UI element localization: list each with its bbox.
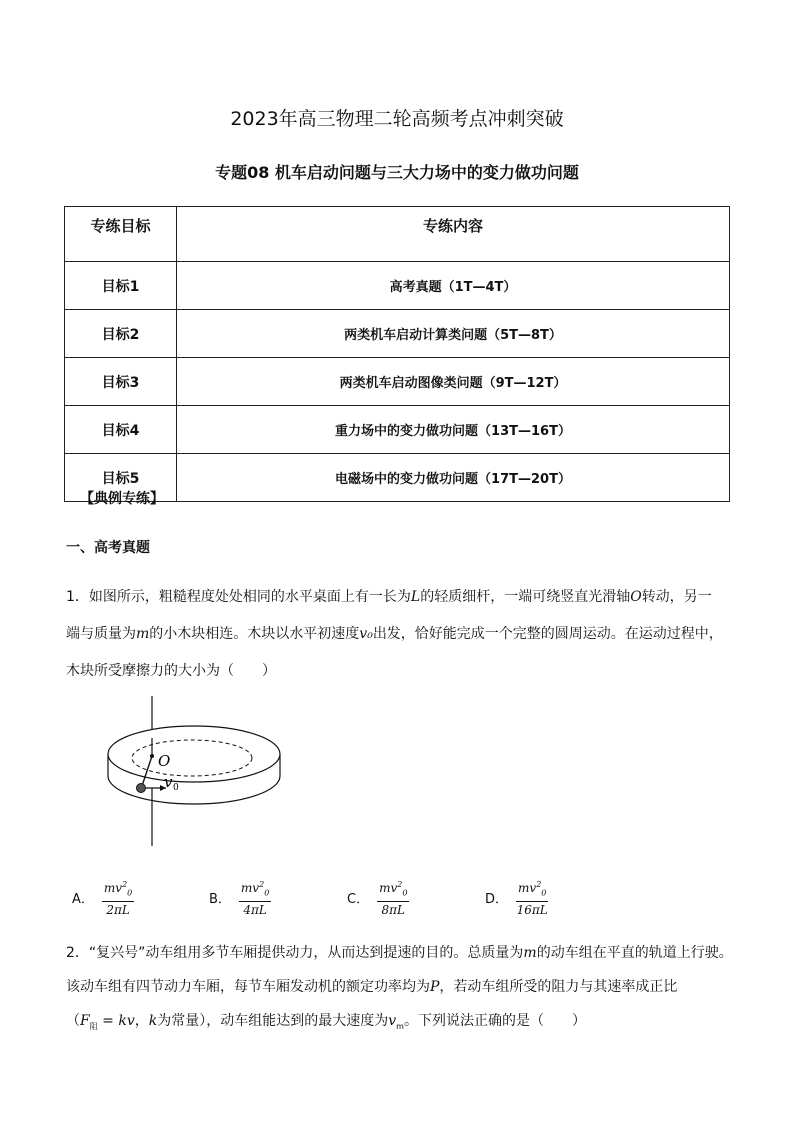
q2-var-m: m (523, 945, 537, 961)
option-fraction (377, 877, 409, 918)
header-content: 专练内容 (177, 207, 730, 262)
numerator-sup: 2 (536, 880, 542, 889)
goal-cell: 目标1 (65, 262, 177, 310)
option-fraction (102, 877, 134, 918)
table-row (65, 454, 730, 502)
q1-var-v0: v₀ (359, 626, 373, 642)
numerator-text: mv (379, 881, 398, 895)
table-row (65, 262, 730, 310)
header-goal: 专练目标 (65, 207, 177, 262)
q2-line2-a: 该动车组有四节动力车厢，每节车厢发动机的额定功率均为 (66, 979, 430, 995)
goals-table (64, 206, 730, 502)
fraction-denominator: 4πL (243, 903, 267, 918)
option-letter: B． (209, 892, 231, 908)
goal-cell: 目标2 (65, 310, 177, 358)
option-b[interactable] (209, 877, 271, 918)
option-fraction (239, 877, 271, 918)
fraction-denominator: 16πL (516, 903, 548, 918)
q1-text-g: 木块所受摩擦力的大小为（ ） (66, 663, 276, 679)
question-2-text (66, 936, 746, 1044)
q2-line1-b: 的动车组在平直的轨道上行驶。 (536, 945, 733, 961)
option-d[interactable] (485, 877, 548, 918)
table-row (65, 310, 730, 358)
q1-text-c: 转动，另一 (641, 589, 712, 605)
numerator-text: mv (103, 881, 123, 895)
fraction-numerator (239, 877, 271, 902)
table-row (65, 406, 730, 454)
numerator-text: mv (518, 881, 537, 895)
q2-var-v-sub: m (396, 1021, 404, 1031)
numerator-sub: 0 (541, 888, 547, 898)
document-title: 2023年高三物理二轮高频考点冲刺突破 (230, 108, 564, 130)
q2-formula: = kv (97, 1013, 135, 1029)
document-subtitle: 专题08 机车启动问题与三大力场中的变力做功问题 (215, 163, 579, 182)
q2-var-k: k (148, 1013, 158, 1029)
fraction-denominator: 8πL (381, 903, 405, 918)
goal-cell: 目标5 (65, 454, 177, 502)
numerator-sub: 0 (264, 888, 270, 898)
q2-line1-a: 2．“复兴号”动车组用多节车厢提供动力，从而达到提速的目的。总质量为 (66, 945, 524, 961)
fraction-numerator (102, 877, 134, 902)
q1-text-b: 的轻质细杆，一端可绕竖直光滑轴 (420, 589, 631, 605)
q2-line3-c: 为常量），动车组能达到的最大速度为 (157, 1013, 389, 1029)
section-examples-heading: 【典例专练】 (80, 491, 164, 507)
q1-var-m: m (136, 626, 150, 642)
numerator-sub: 0 (402, 888, 408, 898)
question-1-text (66, 579, 746, 690)
table-header-row (65, 207, 730, 262)
q1-text-f: 出发，恰好能完成一个完整的圆周运动。在运动过程中， (372, 626, 723, 642)
numerator-sup: 2 (259, 880, 265, 889)
option-a[interactable] (72, 877, 134, 918)
numerator-text: mv (240, 881, 260, 895)
q2-line2-b: ，若动车组所受的阻力与其速率成正比 (439, 979, 678, 995)
label-v: v (164, 773, 173, 791)
q1-text-d: 端与质量为 (66, 626, 136, 642)
content-cell: 两类机车启动计算类问题（5T—8T） (177, 310, 730, 358)
option-c[interactable] (347, 877, 409, 918)
q1-text-e: 的小木块相连。木块以水平初速度 (149, 626, 360, 642)
q1-var-L: L (410, 589, 421, 605)
numerator-sup: 2 (122, 880, 128, 889)
content-cell: 两类机车启动图像类问题（9T—12T） (177, 358, 730, 406)
section-one-heading: 一、高考真题 (66, 540, 150, 556)
table-row (65, 358, 730, 406)
option-letter: A． (72, 892, 94, 908)
q2-line3-d: 。下列说法正确的是（ ） (403, 1013, 586, 1029)
fraction-numerator (516, 877, 548, 902)
q2-line3-b: ， (134, 1013, 149, 1029)
numerator-sup: 2 (397, 880, 403, 889)
q2-var-F: F (80, 1013, 90, 1029)
fraction-denominator: 2πL (106, 903, 130, 918)
numerator-sub: 0 (127, 888, 133, 898)
option-letter: C． (347, 892, 370, 908)
pivot-point (150, 754, 154, 758)
fraction-numerator (377, 877, 409, 902)
label-v-sub: 0 (173, 783, 179, 793)
label-O: O (158, 752, 171, 770)
q2-var-v: v (388, 1013, 397, 1029)
q1-var-O: O (630, 589, 642, 605)
q1-text-a: 1．如图所示，粗糙程度处处相同的水平桌面上有一长为 (66, 589, 411, 605)
q2-line3-a: （ (66, 1013, 80, 1029)
q2-var-F-sub: 阻 (89, 1021, 98, 1031)
wood-block (137, 784, 146, 793)
goal-cell: 目标4 (65, 406, 177, 454)
option-fraction (516, 877, 548, 918)
q2-var-P: P (430, 979, 440, 995)
content-cell: 高考真题（1T—4T） (177, 262, 730, 310)
content-cell: 重力场中的变力做功问题（13T—16T） (177, 406, 730, 454)
option-letter: D． (485, 892, 509, 908)
rotating-disk-figure (104, 696, 284, 848)
goal-cell: 目标3 (65, 358, 177, 406)
content-cell: 电磁场中的变力做功问题（17T—20T） (177, 454, 730, 502)
